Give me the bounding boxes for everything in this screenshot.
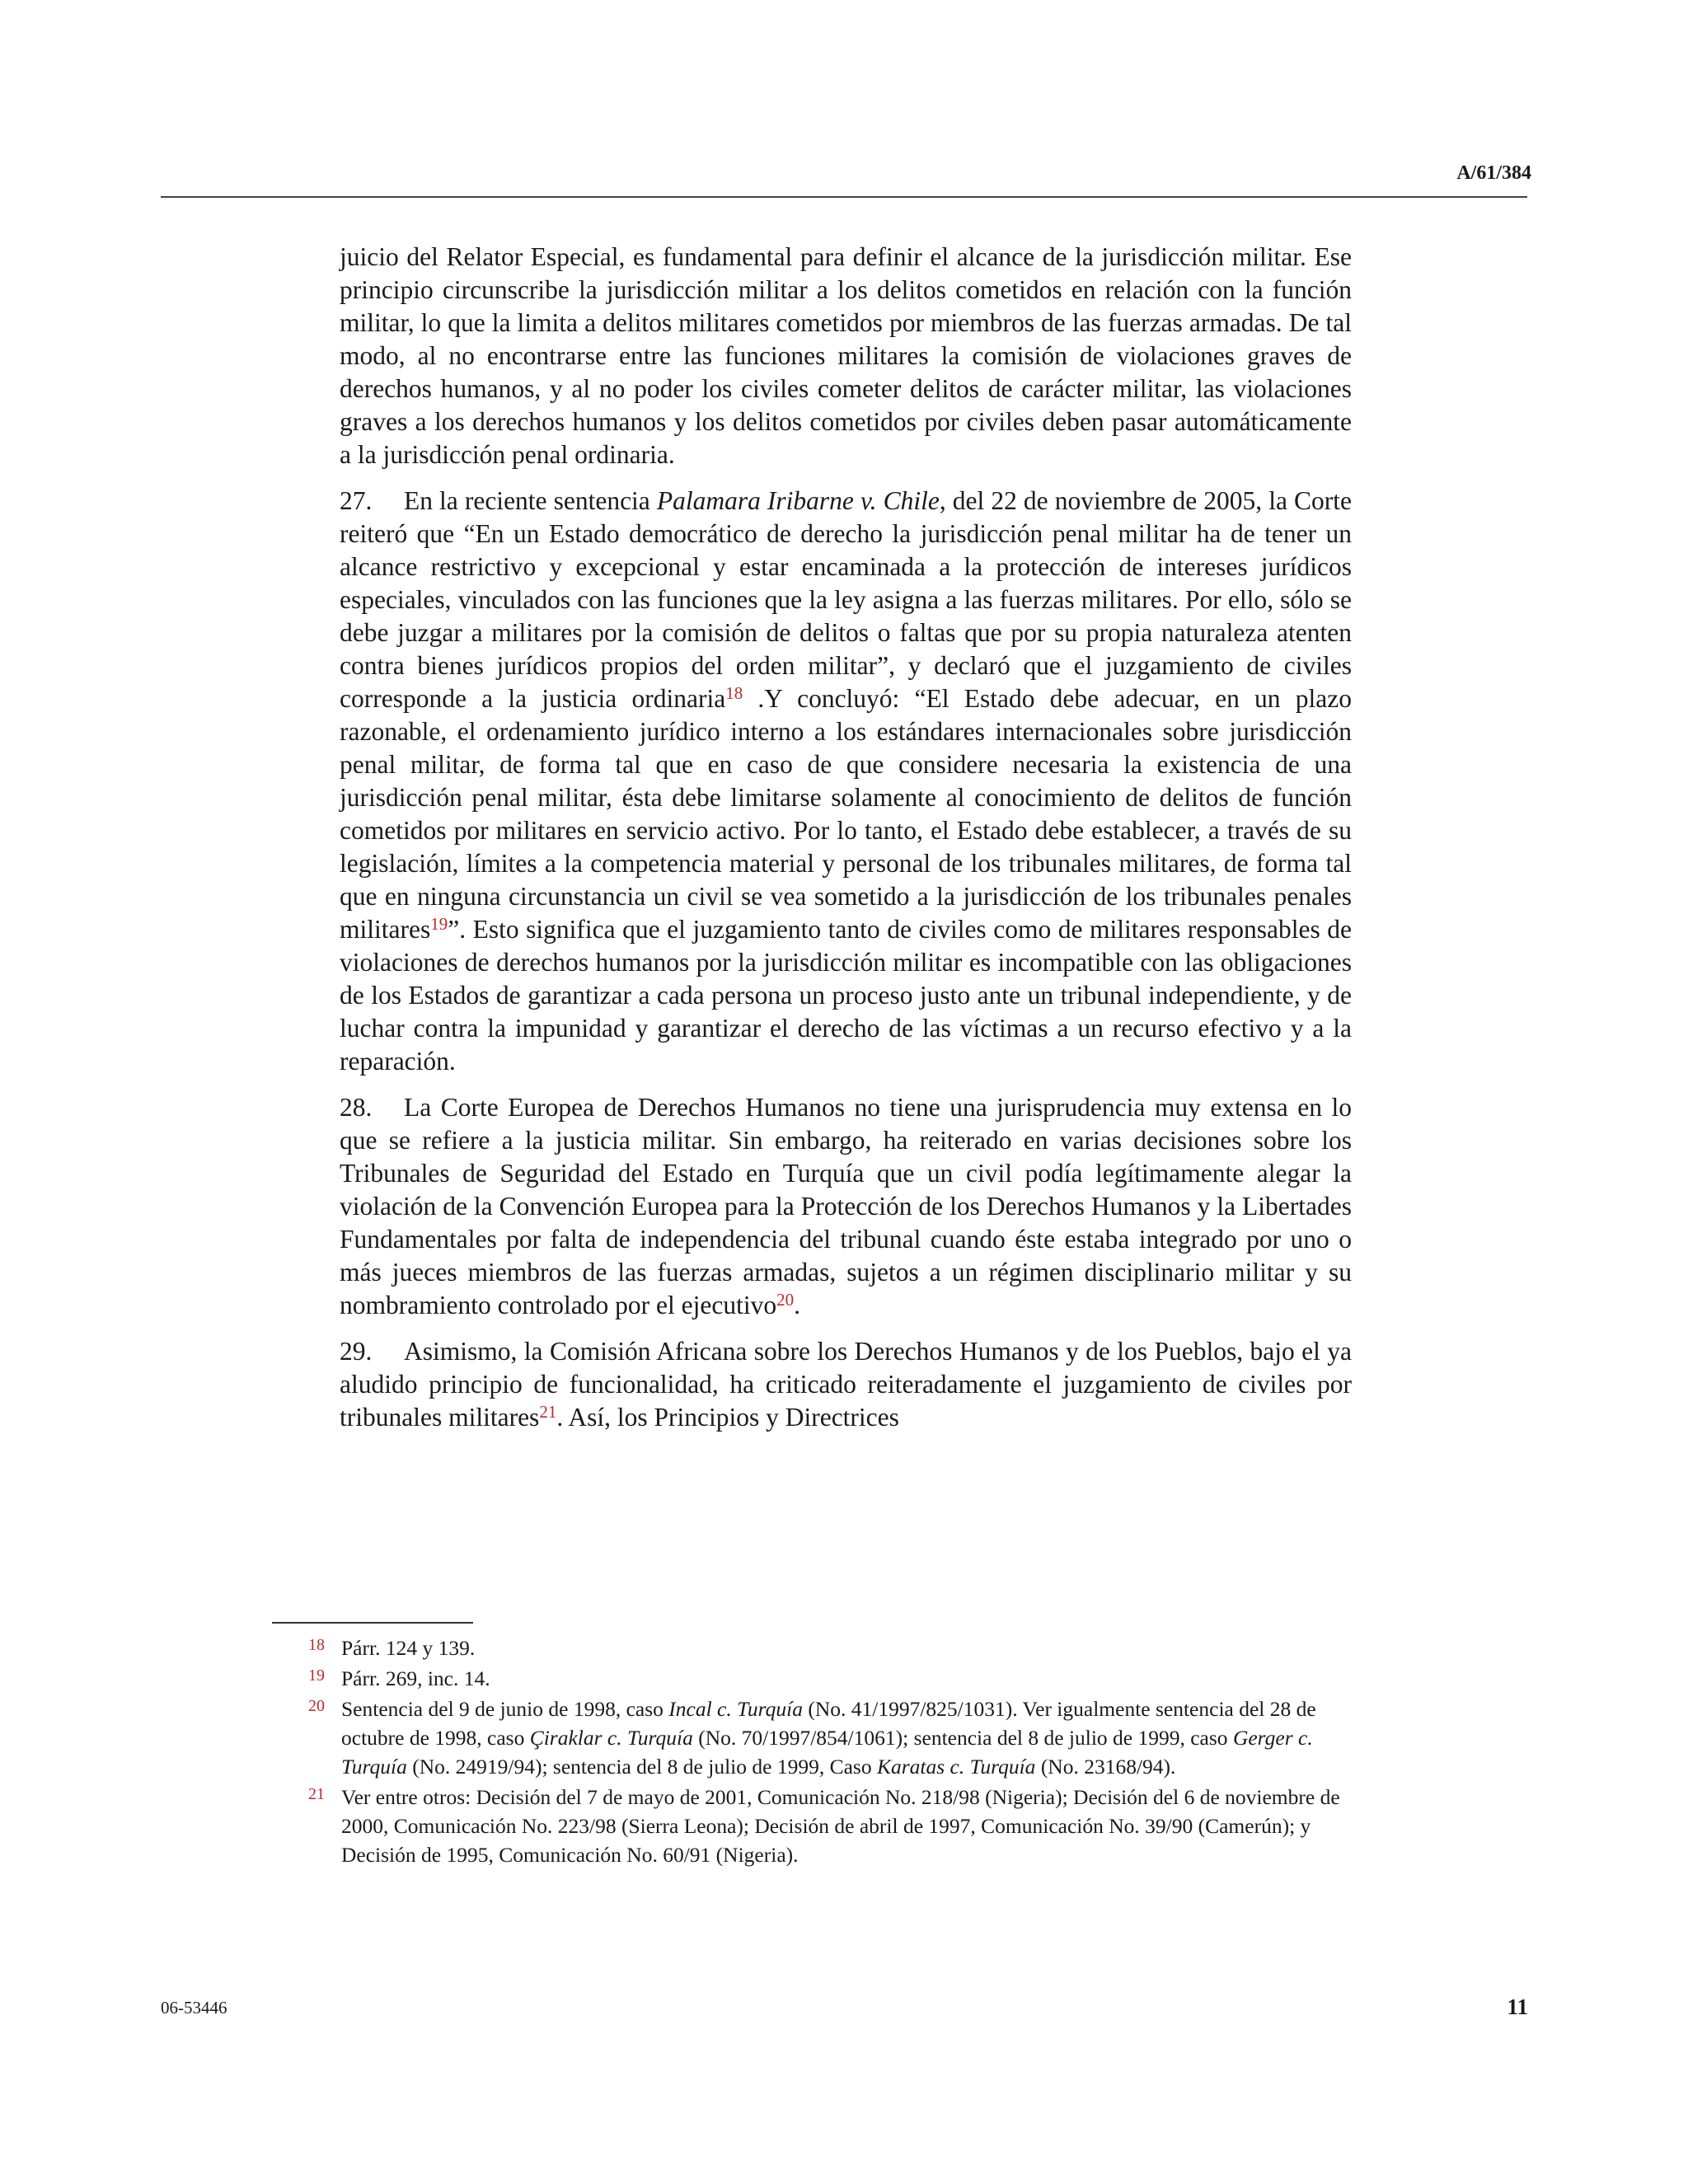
paragraph-number: 27. — [340, 486, 373, 515]
paragraph-text: ”. Esto significa que el juzgamiento tanto de civiles como de militares responsables de violaciones de derechos humanos por la jurisdicción militar es incompatible con las obligaciones de los Estados de garantizar a cada persona un proceso justo ante un tribunal independiente, y de luchar contra la impunidad y garantizar el derecho de las víctimas a un recurso efectivo y a la reparación. — [340, 915, 1352, 1076]
footnote-ref-21[interactable]: 21 — [539, 1402, 557, 1422]
case-name: Karatas c. Turquía — [876, 1755, 1036, 1779]
case-name: Çiraklar c. Turquía — [529, 1726, 693, 1750]
paragraph-28 — [340, 1091, 1352, 1322]
footnote-text: Sentencia del 9 de junio de 1998, caso — [341, 1697, 669, 1721]
paragraph-text: En la reciente sentencia — [404, 486, 657, 515]
footnote-18 — [308, 1633, 1355, 1662]
page-number: 11 — [1507, 1994, 1528, 2019]
paragraph-text: .Y concluyó: “El Estado debe adecuar, en un plazo razonable, el ordenamiento jurídico interno a los estándares internacionales sobre jurisdicción penal militar, de forma tal que en caso de que considere necesaria la existencia de una jurisdicción penal militar, ésta debe limitarse solamente al conocimiento de delitos de función cometidos por militares en servicio activo. Por lo tanto, el Estado debe establecer, a través de su legislación, límites a la competencia material y personal de los tribunales militares, de forma tal que en ninguna circunstancia un civil se vea sometido a la jurisdicción de los tribunales penales militares — [340, 684, 1352, 944]
case-name: Gerger c. Turquía — [341, 1726, 1313, 1779]
footnote-20 — [308, 1694, 1355, 1781]
footnote-mark: 20 — [308, 1697, 325, 1715]
paragraph-text: La Corte Europea de Derechos Humanos no tiene una jurisprudencia muy extensa en lo que se refiere a la justicia militar. Sin embargo, ha reiterado en varias decisiones sobre los Tribunales de Seguridad del Estado en Turquía que un civil podía legítimamente alegar la violación de la Convención Europea para la Protección de los Derechos Humanos y la Libertades Fundamentales por falta de independencia del tribunal cuando éste estaba integrado por uno o más jueces miembros de las fuerzas armadas, sujetos a un régimen disciplinario militar y su nombramiento controlado por el ejecutivo — [340, 1093, 1352, 1319]
footnote-text: Párr. 269, inc. 14. — [341, 1666, 490, 1690]
paragraph-27 — [340, 485, 1352, 1078]
paragraph-number: 28. — [340, 1093, 373, 1122]
footnote-text: Párr. 124 y 139. — [341, 1636, 476, 1660]
paragraph-text: , del 22 de noviembre de 2005, la Corte reiteró que “En un Estado democrático de derecho la jurisdicción penal militar ha de tener un alcance restrictivo y excepcional y estar encaminada a la protección de intereses jurídicos especiales, vinculados con las funciones que la ley asigna a las fuerzas militares. Por ello, sólo se debe juzgar a militares por la comisión de delitos o faltas que por su propia naturaleza atenten contra bienes jurídicos propios del orden militar”, y declaró que el juzgamiento de civiles corresponde a la justicia ordinaria — [340, 486, 1352, 713]
footnote-ref-20[interactable]: 20 — [776, 1290, 795, 1310]
footnote-text: (No. 70/1997/854/1061); sentencia del 8 de julio de 1999, caso — [692, 1726, 1233, 1750]
footnote-text: (No. 24919/94); sentencia del 8 de julio de 1999, Caso — [406, 1755, 877, 1779]
footnote-ref-18[interactable]: 18 — [725, 683, 743, 703]
footnote-text: (No. 41/1997/825/1031). Ver igualmente sentencia del 28 de octubre de 1998, caso — [341, 1697, 1316, 1750]
footnote-text: Ver entre otros: Decisión del 7 de mayo de 2001, Comunicación No. 218/98 (Nigeria); Decisión del 6 de noviembre de 2000, Comunicación No. 223/98 (Sierra Leona); Decisión de abril de 1997, Comunicación No. 39/90 (Camerún); y Decisión de 1995, Comunicación No. 60/91 (Nigeria). — [341, 1785, 1340, 1867]
header-rule — [161, 196, 1527, 198]
paragraph-29 — [340, 1335, 1352, 1434]
footnote-mark: 21 — [308, 1785, 325, 1803]
paragraph-text: . Así, los Principios y Directrices — [556, 1403, 899, 1432]
paragraph-number: 29. — [340, 1337, 373, 1366]
footnote-19 — [308, 1664, 1355, 1693]
footnote-mark: 19 — [308, 1666, 325, 1685]
footnote-mark: 18 — [308, 1636, 325, 1654]
footnote-ref-19[interactable]: 19 — [430, 914, 448, 934]
paragraph-text: Asimismo, la Comisión Africana sobre los Derechos Humanos y de los Pueblos, bajo el ya aludido principio de funcionalidad, ha criticado reiteradamente el juzgamiento de civiles por tribunales militares — [340, 1337, 1352, 1432]
job-number: 06-53446 — [161, 1998, 227, 2018]
case-name: Palamara Iribarne v. Chile — [656, 486, 940, 515]
footnotes — [308, 1633, 1355, 1871]
paragraph-continuation: juicio del Relator Especial, es fundamental para definir el alcance de la jurisdicción militar. Ese principio circunscribe la jurisdicción militar a los delitos cometidos en relación con la función militar, lo que la limita a delitos militares cometidos por miembros de las fuerzas armadas. De tal modo, al no encontrarse entre las funciones militares la comisión de violaciones graves de derechos humanos, y al no poder los civiles cometer delitos de carácter militar, las violaciones graves a los derechos humanos y los delitos cometidos por civiles deben pasar automáticamente a la jurisdicción penal ordinaria. — [340, 242, 1352, 469]
case-name: Incal c. Turquía — [668, 1697, 803, 1721]
footnote-21 — [308, 1783, 1355, 1869]
body-text — [340, 241, 1352, 1447]
document-symbol: A/61/384 — [1456, 162, 1531, 184]
footnote-text: (No. 23168/94). — [1035, 1755, 1176, 1779]
paragraph-text: . — [794, 1291, 800, 1319]
footnote-separator — [272, 1622, 473, 1624]
